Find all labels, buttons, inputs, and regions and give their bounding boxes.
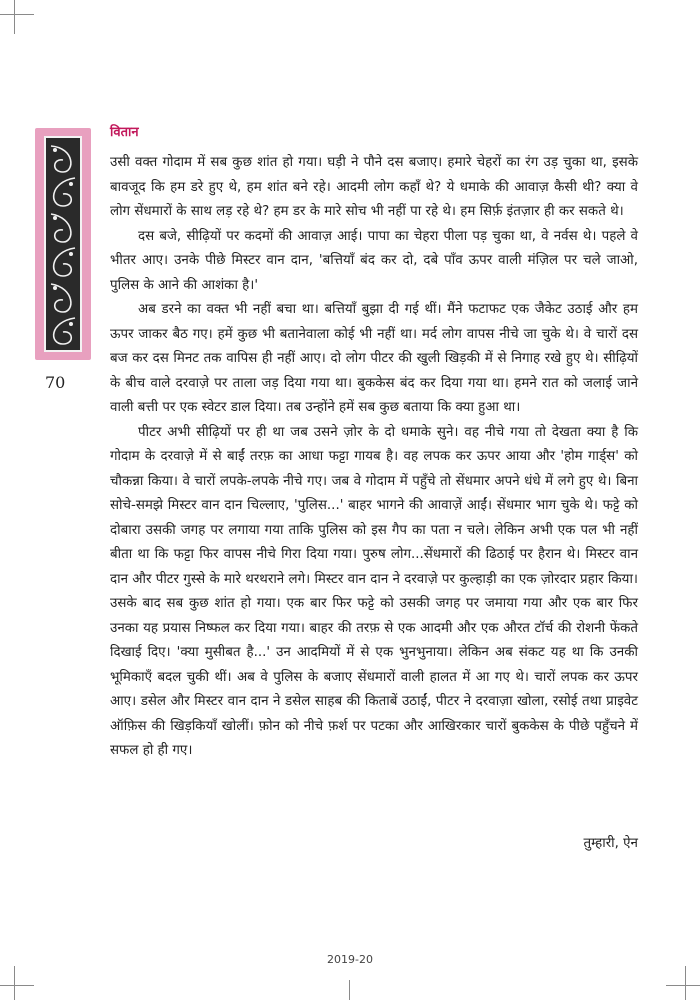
ornament-scroll-icon — [35, 128, 91, 360]
paragraph: उसी वक्त गोदाम में सब कुछ शांत हो गया। घड़ी ने पौने दस बजाए। हमारे चेहरों का रंग उड़ चुका था, इसके बावजूद कि हम डरे हुए थे, हम शांत बने रहे। आदमी लोग कहाँ थे? ये धमाके की आवाज़ कैसी थी? क्या वे लोग सेंधमारों के साथ लड़ रहे थे? हम डर के मारे सोच भी नहीं पा रहे थे। हम सिर्फ़ इंतज़ार ही कर सकते थे। — [110, 155, 638, 219]
crop-mark-top-left — [14, 0, 15, 34]
paragraph: अब डरने का वक्त भी नहीं बचा था। बत्तियाँ बुझा दी गई थीं। मैंने फटाफट एक जैकेट उठाई और हम ऊपर जाकर बैठ गए। हमें कुछ भी बतानेवाला कोई भी नहीं था। मर्द लोग वापस नीचे जा चुके थे। वे चारों दस बज कर दस मिनट तक वापिस ही नहीं आए। दो लोग पीटर की खुली खिड़की में से निगाह रखे हुए थे। सीढ़ियों के बीच वाले दरवाज़े पर ताला जड़ दिया गया था। बुककेस बंद कर दिया गया था। हमने रात को जलाई जाने वाली बत्ती पर एक स्वेटर डाल दिया। तब उन्होंने हमें सब कुछ बताया कि क्या हुआ था। — [110, 302, 638, 415]
page-number: 70 — [45, 373, 66, 392]
decorative-border-icon — [35, 128, 91, 360]
page-footer-year: 2019-20 — [327, 953, 373, 966]
paragraph: पीटर अभी सीढ़ियों पर ही था जब उसने ज़ोर के दो धमाके सुने। वह नीचे गया तो देखता क्या है कि गोदाम के दरवाज़े में से बाईं तरफ़ का आधा फट्टा गायब है। वह लपक कर ऊपर आया और 'होम गार्ड्स' को चौकन्ना किया। वे चारों लपके-लपके नीचे गए। जब वे गोदाम में पहुँचे तो सेंधमार अपने धंधे में लगे हुए थे। बिना सोचे-समझे मिस्टर वान दान चिल्लाए, 'पुलिस...' बाहर भागने की आवाज़ें आईं। सेंधमार भाग चुके थे। फट्टे को दोबारा उसकी जगह पर लगाया गया ताकि पुलिस को इस गैप का पता न चले। लेकिन अभी एक पल भी नहीं बीता था कि फट्टा फिर वापस नीचे गिरा दिया गया। पुरुष लोग...सेंधमारों की ढिठाई पर हैरान थे। मिस्टर वान दान और पीटर गुस्से के मारे थरथराने लगे। मिस्टर वान दान ने दरवाज़े पर कुल्हाड़ी का एक ज़ोरदार प्रहार किया। उसके बाद सब कुछ शांत हो गया। एक बार फिर फट्टे को उसकी जगह पर जमाया गया और एक बार फिर उनका यह प्रयास निष्फल कर दिया गया। बाहर की तरफ़ से एक आदमी और एक औरत टॉर्च की रोशनी फेंकते दिखाई दिए। 'क्या मुसीबत है...' उन आदमियों में से एक भुनभुनाया। लेकिन अब संकट यह था कि उनकी भूमिकाएँ बदल चुकी थीं। अब वे पुलिस के बजाए सेंधमारों वाली हालत में आ गए थे। चारों लपक कर ऊपर आए। डसेल और मिस्टर वान दान ने डसेल साहब की किताबें उठाईं, पीटर ने दरवाज़ा खोला, रसोई तथा प्राइवेट ऑफ़िस की खिड़कियाँ खोलीं। फ़ोन को नीचे फ़र्श पर पटका और आखिरकार चारों बुककेस के पीछे पहुँचने में सफल हो ही गए। — [110, 424, 638, 758]
crop-mark-bottom-right — [685, 966, 686, 1000]
crop-mark-bottom-left-h — [0, 985, 34, 986]
paragraph: दस बजे, सीढ़ियों पर कदमों की आवाज़ आई। पापा का चेहरा पीला पड़ चुका था, वे नर्वस थे। पहले वे भीतर आए। उनके पीछे मिस्टर वान दान, 'बत्तियाँ बंद कर दो, दबे पाँव ऊपर वाली मंज़िल पर चले जाओ, पुलिस के आने की आशंका है।' — [110, 228, 638, 293]
crop-mark-bottom-left — [14, 966, 15, 1000]
letter-signature: तुम्हारी, ऐन — [583, 836, 638, 851]
crop-mark-top-left-h — [0, 14, 34, 15]
section-label: वितान — [110, 125, 139, 140]
crop-mark-bottom-right-h — [666, 985, 700, 986]
crop-mark-bottom-center — [349, 980, 350, 1000]
article-body — [110, 151, 638, 764]
